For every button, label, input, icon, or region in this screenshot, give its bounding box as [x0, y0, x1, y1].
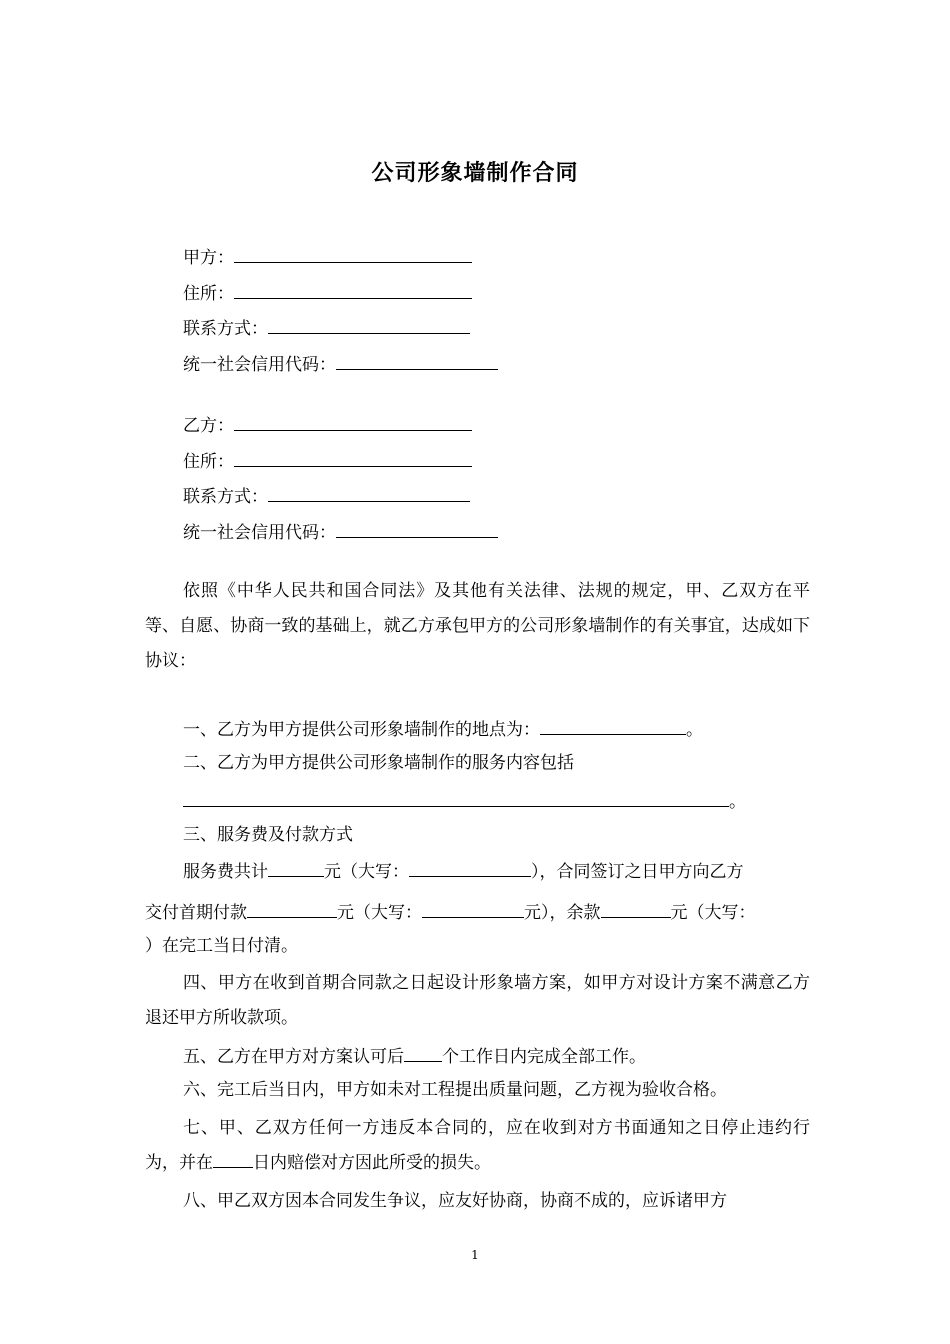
service-fee-uppercase-field[interactable] [409, 858, 531, 877]
party-a-name-field[interactable] [234, 244, 472, 263]
party-a-name-line [183, 244, 472, 270]
clause-2-text: 二、乙方为甲方提供公司形象墙制作的服务内容包括 [183, 753, 574, 773]
party-b-contact-line [183, 483, 470, 509]
clause-7-before: 七、甲、乙双方任何一方违反本合同的，应在收到对方书面通知之日停止违约行为，并在 [145, 1118, 810, 1173]
clause-3-balance-label: 元），余款 [524, 903, 601, 923]
party-a-credit-code-field[interactable] [336, 351, 498, 370]
contract-title: 公司形象墙制作合同 [371, 160, 579, 186]
clause-2-fill-line [183, 788, 746, 814]
clause-1-text: 一、乙方为甲方提供公司形象墙制作的地点为： [183, 720, 540, 740]
party-b-credit-code-label: 统一社会信用代码： [183, 523, 336, 543]
clause-3-signing-text: ），合同签订之日甲方向乙方 [531, 862, 744, 882]
party-b-credit-code-line [183, 519, 498, 545]
first-payment-uppercase-field[interactable] [422, 899, 524, 918]
clause-2-end: 。 [729, 792, 746, 812]
clause-5-before: 五、乙方在甲方对方案认可后 [183, 1047, 404, 1067]
clause-2-content-field[interactable] [183, 788, 729, 807]
party-a-address-label: 住所： [183, 284, 234, 304]
party-b-address-field[interactable] [234, 448, 472, 467]
party-a-contact-line [183, 315, 470, 341]
clause-3-uppercase-label-2: 元（大写： [337, 903, 422, 923]
party-a-name-label: 甲方： [183, 248, 234, 268]
party-a-contact-label: 联系方式： [183, 319, 268, 339]
party-b-name-line [183, 412, 472, 438]
compensation-days-field[interactable] [213, 1149, 253, 1168]
clause-3-uppercase-label-1: 元（大写： [324, 862, 409, 882]
clause-1-end: 。 [686, 720, 703, 740]
party-a-address-field[interactable] [234, 280, 472, 299]
first-payment-field[interactable] [247, 899, 337, 918]
service-fee-field[interactable] [268, 858, 324, 877]
party-b-contact-label: 联系方式： [183, 487, 268, 507]
work-days-field[interactable] [404, 1043, 442, 1062]
clause-3-fee-label: 服务费共计 [183, 862, 268, 882]
page-number: 1 [471, 1248, 479, 1262]
clause-7 [145, 1111, 810, 1181]
party-b-address-label: 住所： [183, 452, 234, 472]
clause-3-uppercase-label-3: 元（大写： [670, 903, 756, 923]
party-a-credit-code-label: 统一社会信用代码： [183, 355, 336, 375]
party-a-credit-code-line [183, 351, 498, 377]
clause-2 [183, 751, 574, 775]
clause-3-heading: 三、服务费及付款方式 [183, 825, 353, 845]
clause-7-after: 日内赔偿对方因此所受的损失。 [253, 1153, 491, 1173]
party-a-contact-field[interactable] [268, 315, 470, 334]
clause-3-line-3: ）在完工当日付清。 [145, 936, 298, 956]
clause-6: 六、完工后当日内，甲方如未对工程提出质量问题，乙方视为验收合格。 [183, 1080, 727, 1100]
clause-5 [183, 1043, 646, 1069]
clause-8: 八、甲乙双方因本合同发生争议，应友好协商，协商不成的，应诉诸甲方 [183, 1191, 727, 1211]
party-b-name-label: 乙方： [183, 416, 234, 436]
clause-3-first-payment-label: 交付首期付款 [145, 903, 247, 923]
party-b-address-line [183, 448, 472, 474]
preamble-paragraph: 依照《中华人民共和国合同法》及其他有关法律、法规的规定，甲、乙双方在平等、自愿、协商一致的基础上，就乙方承包甲方的公司形象墙制作的有关事宜，达成如下协议： [145, 581, 810, 671]
party-a-address-line [183, 280, 472, 306]
party-b-credit-code-field[interactable] [336, 519, 498, 538]
clause-1 [183, 716, 703, 742]
party-b-contact-field[interactable] [268, 483, 470, 502]
clause-1-location-field[interactable] [540, 716, 686, 735]
clause-5-after: 个工作日内完成全部工作。 [442, 1047, 646, 1067]
balance-field[interactable] [601, 899, 671, 918]
clause-4: 四、甲方在收到首期合同款之日起设计形象墙方案，如甲方对设计方案不满意乙方退还甲方所收款项。 [145, 973, 810, 1028]
clause-3-line-1 [183, 858, 744, 884]
party-b-name-field[interactable] [234, 412, 472, 431]
clause-3-line-2 [145, 899, 756, 925]
